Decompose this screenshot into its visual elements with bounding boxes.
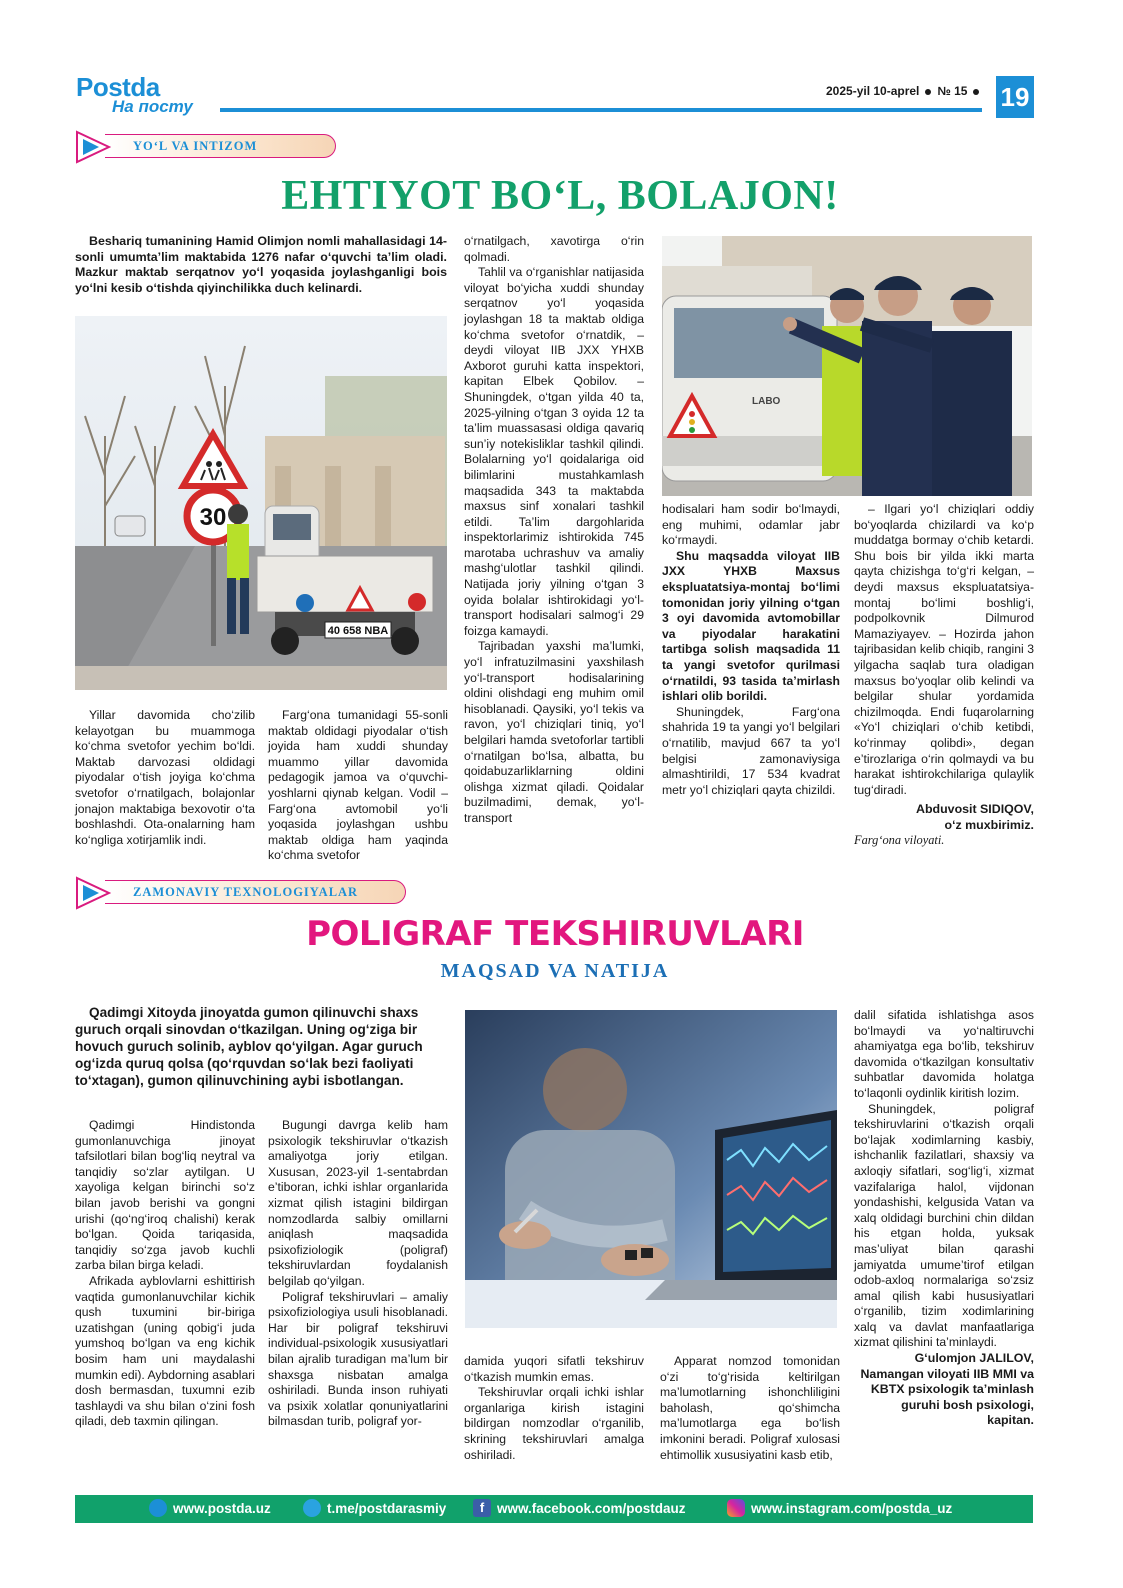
article-column: Apparat nomzod tomonidan o‘zi to‘g‘risida keltirilgan ma’lumotlarning ishonchliligini baholash, qo‘shimcha ma’lumotlarga ega bo‘lish imkonini beradi. Poligraf xulosasi ehtimollik xususiyatini kasb etib,	[660, 1354, 840, 1462]
author-role: Namangan viloyati IIB MMI va KBTX psixologik ta’minlash guruhi bosh psixologi, kapitan.	[860, 1366, 1034, 1428]
article-column: Bugungi davrga kelib ham psixologik tekshiruvlar o‘tkazish amaliyotga joriy etilgan. Xususan, 2023-yil 1-sentabrdan e’tiboran, ichki ishlar organlarida xizmat qilish istagini bildirgan nomzodlarda salbiy omillarni aniqlash maqsadida psixofiziologik (poligraf) tekshiruvlardan foydalanish belgilab qo‘yilgan. Poligraf tekshiruvlari – amaliy psixofiziologiya usuli hisoblanadi. Har bir poligraf tekshiruvi individual-psixologik xususiyatlari bilan ajralib turadigan ma’lum bir shaxsga nisbatan amalga oshiriladi. Bunda inson ruhiyati va psixik xolatlar qonuniyatlarini bilmasdan turib, poligraf yor-	[268, 1118, 448, 1429]
article-headline: EHTIYOT BO‘L, BOLAJON!	[281, 173, 839, 219]
page-number: 19	[996, 76, 1034, 118]
header-rule	[220, 108, 982, 112]
van-badge: LABO	[752, 396, 781, 407]
masthead-logo: Postda	[76, 72, 160, 102]
footer-telegram-link[interactable]: t.me/postdarasmiy	[303, 1495, 446, 1523]
photo-polygraph-test	[465, 1010, 837, 1328]
facebook-icon: f	[473, 1499, 491, 1517]
author-role: o‘z muxbirimiz.	[944, 817, 1034, 832]
author-name: G‘ulomjon JALILOV,	[914, 1351, 1034, 1366]
telegram-icon	[303, 1499, 321, 1517]
issue-date: 2025-yil 10-aprel	[826, 84, 920, 98]
photo-crosswalk-signs	[75, 316, 447, 690]
section-label: ZAMONAVIY TEXNOLOGIYALAR	[133, 885, 359, 899]
masthead-logo-subtitle: На посту	[112, 97, 193, 116]
article-lead: Qadimgi Xitoyda jinoyatda gumon qilinuvchi shaxs guruch orqali sinovdan o‘tkazilgan. Uning og‘ziga bir hovuch guruch solinib, ayblov qo‘yilgan. Agar guruch og‘izda quruq qolsa (qo‘rquvdan so‘lak bezi faoliyati to‘xtagan), gumon qilinuvchining aybi isbotlangan.	[75, 1005, 423, 1088]
bullet-icon	[925, 89, 931, 95]
issue-number: № 15	[937, 84, 968, 98]
article-lead: Beshariq tumanining Hamid Olimjon nomli mahallasidagi 14-sonli umumta’lim maktabida 1276 nafar o‘quvchi ta’lim oladi. Mazkur maktab serqatnov yo‘l yoqasida joylashganligi bois yo‘lni kesib o‘tishda qiyinchilikka duch kelinardi.	[75, 234, 447, 295]
article-headline: POLIGRAF TEKSHIRUVLARI	[306, 914, 804, 954]
author-name: Abduvosit SIDIQOV,	[916, 802, 1034, 817]
article-column: Yillar davomida cho‘zilib kelayotgan bu muammoga ko‘chma svetofor yechim bo‘ldi. Maktab darvozasi oldidagi piyodalar o‘tish joyiga ko‘chma svetofor o‘rnatilgach, bolajonlar jonajon maktabiga bexovotir o‘ta boshlashdi. Ota-onalarning ham ko‘ngliga xotirjamlik indi.	[75, 708, 255, 847]
issue-info	[826, 84, 985, 98]
photo-traffic-officers	[662, 236, 1032, 496]
article-column: Qadimgi Hindistonda gumonlanuvchiga jinoyat tafsilotlari bilan bog‘liq neytral va tanqidiy so‘zlar aytilgan. U xayoliga kelgan birinchi so‘z bilan javob berishi va gongni urishi (qo‘ng‘iroq chalishi) kerak bo‘lgan. Qoida tariqasida, tanqidiy so‘zga javob kuchli zarba bilan birga keladi. Afrikada ayblovlarni eshittirish vaqtida gumonlanuvchilar kichik qush tuxumini bir-biriga uzatishgan (uning qobig‘i juda yumshoq bo‘lgan va eng kichik bosim ham uni maydalashi mumkin edi). Aybdorning asablari dosh bermasdan, tuxumni ezib tashlaydi va shu bilan o‘zini fosh qiladi, deb taxmin qilingan.	[75, 1118, 255, 1429]
instagram-icon	[727, 1499, 745, 1517]
article-column: damida yuqori sifatli tekshiruv o‘tkazish mumkin emas. Tekshiruvlar orqali ichki ishlar organlariga kirish istagini bildirgan nomzodlar o‘rganilib, skrining tekshiruvlari amalga oshiriladi.	[464, 1354, 644, 1462]
triangle-play-icon	[75, 130, 111, 164]
article-column: – Ilgari yo‘l chiziqlari oddiy bo‘yoqlarda chizilardi va ko‘p muddatga bormay o‘chib ketardi. Shu bois bir yilda ikki marta qayta chizishga to‘g‘ri kelgan, – deydi maxsus ekspluatatsiya-montaj bo‘limi boshlig‘i, podpolkovnik Dilmurod Mamaziyayev. – Hozirda jahon tajribasidan kelib chiqib, rangini 3 yilgacha saqlab tura oladigan maxsus bo‘yoqlar olib kelindi va belgilar shular yordamida chizilmoqda. Endi fuqarolarning «Yo‘l chiziqlari o‘chib ketibdi, ko‘rinmay qolibdi», degan e’tirozlariga o‘rin qolmaydi va bu harakat ishtirokchilariga qulaylik tug‘diradi. Abduvosit SIDIQOV, o‘z muxbirimiz. Farg‘ona viloyati.	[854, 502, 1034, 848]
dateline: Farg‘ona viloyati.	[854, 833, 945, 848]
footer-instagram-link[interactable]: www.instagram.com/postda_uz	[727, 1495, 952, 1523]
section-tag	[75, 876, 405, 906]
license-plate: 40 658 NBA	[327, 625, 389, 637]
footer-facebook-link[interactable]: f www.facebook.com/postdauz	[473, 1495, 686, 1523]
article-column: o‘rnatilgach, xavotirga o‘rin qolmadi. Tahlil va o‘rganishlar natijasida viloyat bo‘yicha xuddi shunday serqatnov yo‘l yoqasida joylashgan 18 ta maktab oldiga ko‘chma svetofor o‘rnatdik, – deydi viloyat IIB JXX YHXB Axborot guruhi katta inspektori, kapitan Elbek Qobilov. – Shuningdek, o‘tgan yilda 40 ta, 2025-yilning o‘tgan 3 oyida 12 ta ta’lim muassasasi oldiga qavariq sun’iy notekisliklar tashkil qilindi. Bolalarning yo‘l qoidalariga oid bilimlarini mustahkamlash maqsadida 343 ta maktabda maxsus sinf xonalari tashkil etildi. Ta’lim dargohlarida inspektorlarimiz ishtirokida 745 marotaba uchrashuv va amaliy mashg‘ulotlar tashkil qilindi. Natijada joriy yilning o‘tgan 3 oyida bolalar ishtirokidagi yo‘l-transport hodisalari salmog‘i 29 foizga kamaydi. Tajribadan yaxshi ma’lumki, yo‘l infratuzilmasini yaxshilash yo‘l-transport hodisalarining oldini olishdagi eng muhim omil hisoblanadi. Qaysiki, yo‘l tekis va ravon, yo‘l chiziqlari tiniq, yo‘l belgilari hamda svetoforlar tartibli o‘rnatilgan bo‘lsa, albatta, bu qoidabuzarliklarning oldini olishga xizmat qiladi. Qoidalar buzilmadimi, demak, yo‘l-transport	[464, 234, 644, 825]
article-subheadline: MAQSAD VA NATIJA	[440, 960, 670, 982]
article-column: dalil sifatida ishlatishga asos bo‘lmaydi va yo‘naltiruvchi ahamiyatga ega bo‘lib, tekshiruv davomida o‘tkazilgan konsultativ suhbatlar davomida holatga to‘laqonli oydinlik kiritish lozim. Shuningdek, poligraf tekshiruvlarini o‘tkazish orqali bo‘lajak xodimlarning kasbiy, ishchanlik fazilatlari, shaxsiy va axloqiy sifatlari, sog‘lig‘i, xizmat vazifalariga halol, vijdonan yondashishi, kelgusida Vatan va xalq oldidagi burchini chin dildan his etgan holda, yuksak mas’uliyat bilan qarashi jamiyatda umume’tirof etilgan odob-axloq normalariga so‘zsiz amal qilish kabi hususiyatlari o‘rganilib, tizim xodimlarining xalq va davlat manfaatlariga xizmat qilishini ta’minlaydi. G‘ulomjon JALILOV, Namangan viloyati IIB MMI va KBTX psixologik ta’minlash guruhi bosh psixologi, kapitan.	[854, 1008, 1034, 1428]
globe-icon	[149, 1499, 167, 1517]
section-tag	[75, 130, 337, 160]
footer-bar	[75, 1495, 1033, 1523]
speed-limit-value: 30	[199, 504, 227, 531]
bullet-icon	[973, 89, 979, 95]
footer-website-link[interactable]: www.postda.uz	[149, 1495, 271, 1523]
section-label: YO‘L VA INTIZOM	[133, 139, 258, 153]
triangle-play-icon	[75, 876, 111, 910]
article-column: Farg‘ona tumanidagi 55-sonli maktab oldidagi piyodalar o‘tish joyida ham xuddi shunday muammo yillar davomida pedagogik jamoa va o‘quvchi-yoshlarni qiynab kelgan. Vodil –Farg‘ona avtomobil yo‘li yoqasida joylashgan ushbu maktab oldiga ham yaqinda ko‘chma svetofor	[268, 708, 448, 863]
article-column: hodisalari ham sodir bo‘lmaydi, eng muhimi, odamlar jabr ko‘rmaydi. Shu maqsadda viloyat IIB JXX YHXB Maxsus ekspluatatsiya-montaj bo‘limi tomonidan joriy yilning o‘tgan 3 oyi davomida avtomobillar va piyodalar harakatini tartibga solish maqsadida 11 ta yangi svetofor qurilmasi o‘rnatildi, 93 tasida ta’mirlash ishlari olib borildi. Shuningdek, Farg‘ona shahrida 19 ta yangi yo‘l belgilari o‘rnatilib, mavjud 667 ta yo‘l belgisi zamonaviysiga almashtirildi, 17 534 kvadrat metr yo‘l chiziqlari qayta chizildi.	[662, 502, 840, 797]
